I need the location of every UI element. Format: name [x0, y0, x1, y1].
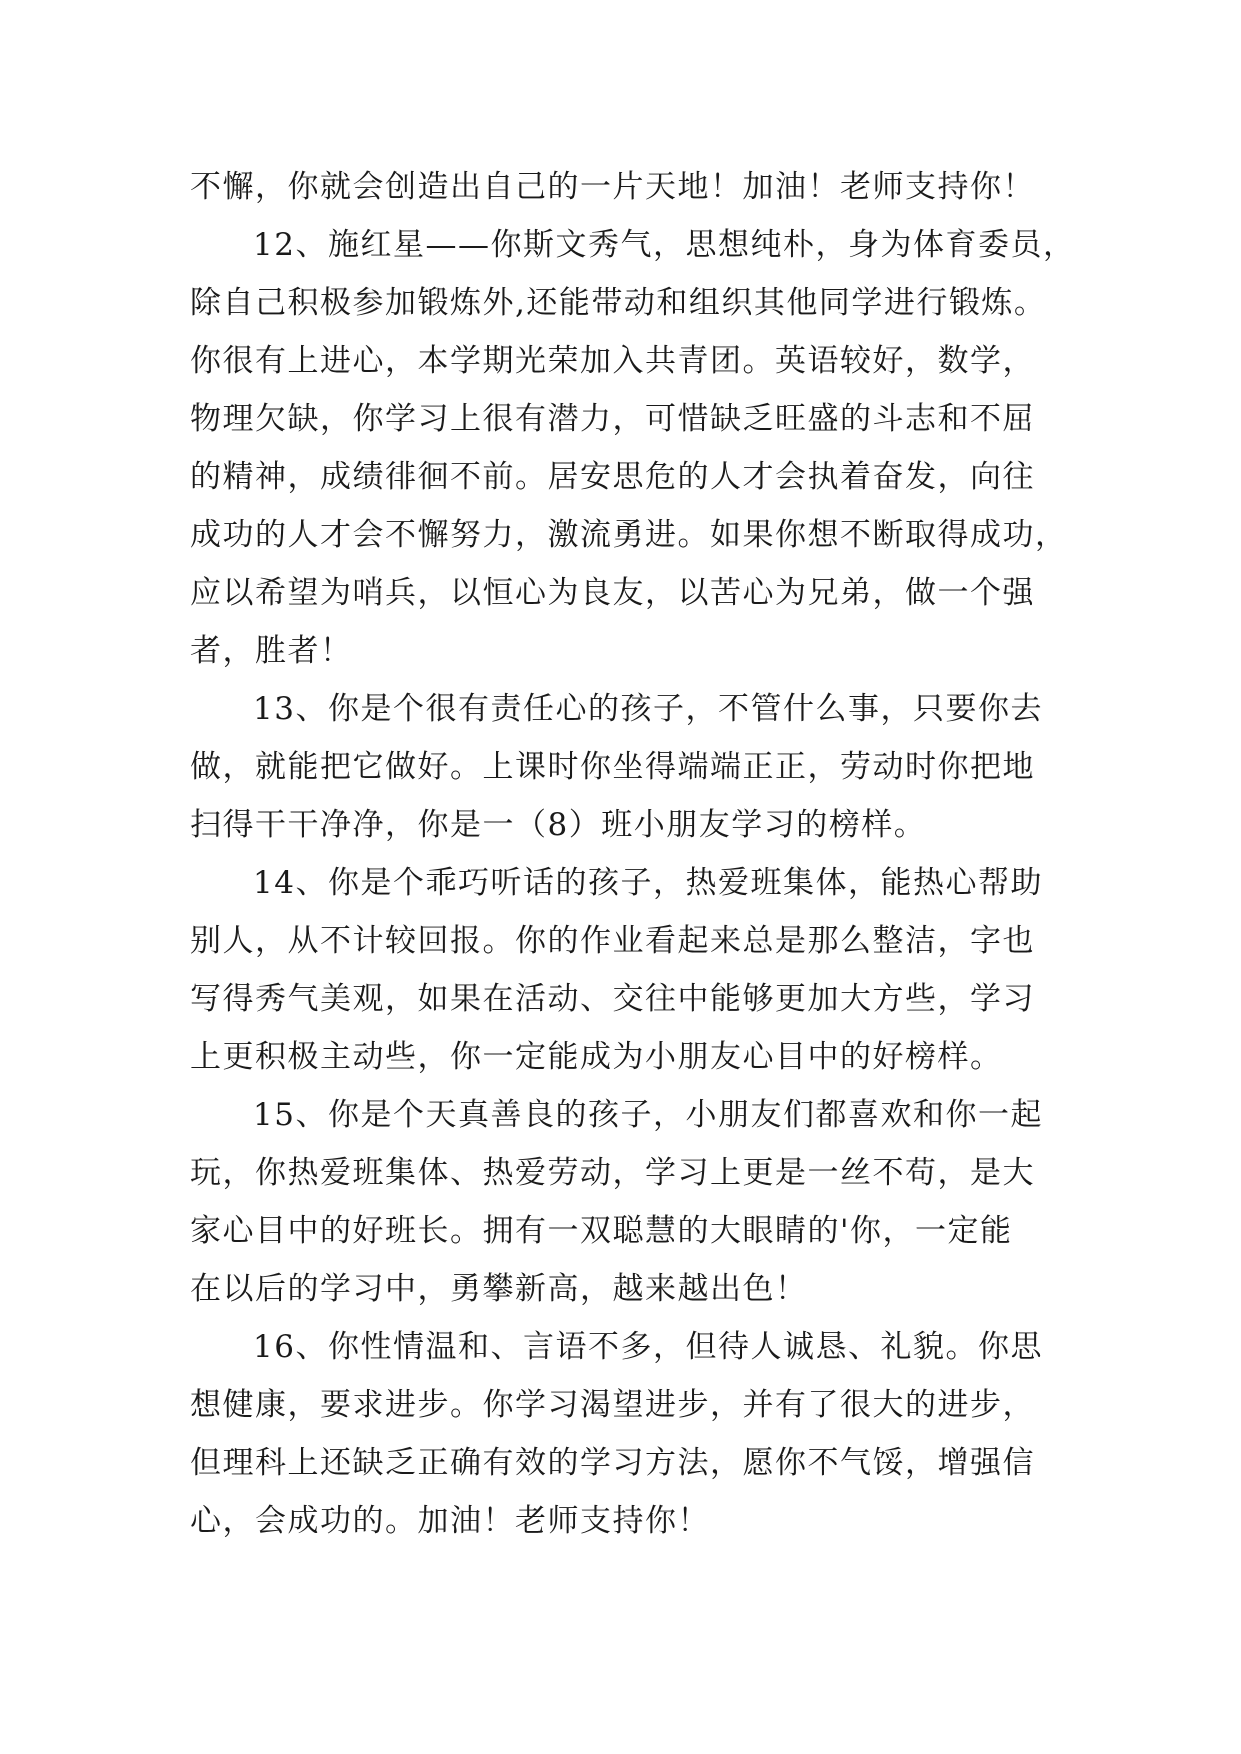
text-line: 者，胜者！ [190, 633, 353, 669]
text-line: 上更积极主动些，你一定能成为小朋友心目中的好榜样。 [190, 1039, 1003, 1075]
text-line: 16、你性情温和、言语不多，但待人诚恳、礼貌。你思 [253, 1329, 1043, 1365]
text-line: 15、你是个天真善良的孩子，小朋友们都喜欢和你一起 [253, 1097, 1043, 1133]
text-line: 13、你是个很有责任心的孩子，不管什么事，只要你去 [253, 691, 1043, 727]
text-line: 物理欠缺，你学习上很有潜力，可惜缺乏旺盛的斗志和不屈 [190, 401, 1035, 437]
text-line: 心，会成功的。加油！老师支持你！ [190, 1503, 710, 1539]
text-line: 应以希望为哨兵，以恒心为良友，以苦心为兄弟，做一个强 [190, 575, 1035, 611]
text-line: 玩，你热爱班集体、热爱劳动，学习上更是一丝不苟，是大 [190, 1155, 1035, 1191]
text-line: 扫得干干净净，你是一（8）班小朋友学习的榜样。 [190, 807, 927, 843]
text-line: 想健康，要求进步。你学习渴望进步，并有了很大的进步， [190, 1387, 1035, 1423]
text-line: 在以后的学习中，勇攀新高，越来越出色！ [190, 1271, 808, 1307]
text-line: 你很有上进心，本学期光荣加入共青团。英语较好，数学， [190, 343, 1035, 379]
text-line: 做，就能把它做好。上课时你坐得端端正正，劳动时你把地 [190, 749, 1035, 785]
text-line: 别人，从不计较回报。你的作业看起来总是那么整洁，字也 [190, 923, 1035, 959]
text-line: 不懈，你就会创造出自己的一片天地！加油！老师支持你！ [190, 169, 1035, 205]
text-line: 成功的人才会不懈努力，激流勇进。如果你想不断取得成功， [190, 517, 1068, 553]
text-line: 家心目中的好班长。拥有一双聪慧的大眼睛的'你，一定能 [190, 1213, 1013, 1249]
text-line: 除自己积极参加锻炼外,还能带动和组织其他同学进行锻炼。 [190, 285, 1047, 321]
text-line: 但理科上还缺乏正确有效的学习方法，愿你不气馁，增强信 [190, 1445, 1035, 1481]
text-line: 的精神，成绩徘徊不前。居安思危的人才会执着奋发，向往 [190, 459, 1035, 495]
text-line: 14、你是个乖巧听话的孩子，热爱班集体，能热心帮助 [253, 865, 1043, 901]
document-body [190, 158, 1076, 1550]
text-line: 写得秀气美观，如果在活动、交往中能够更加大方些，学习 [190, 981, 1035, 1017]
text-line: 12、施红星——你斯文秀气，思想纯朴，身为体育委员， [253, 227, 1076, 263]
